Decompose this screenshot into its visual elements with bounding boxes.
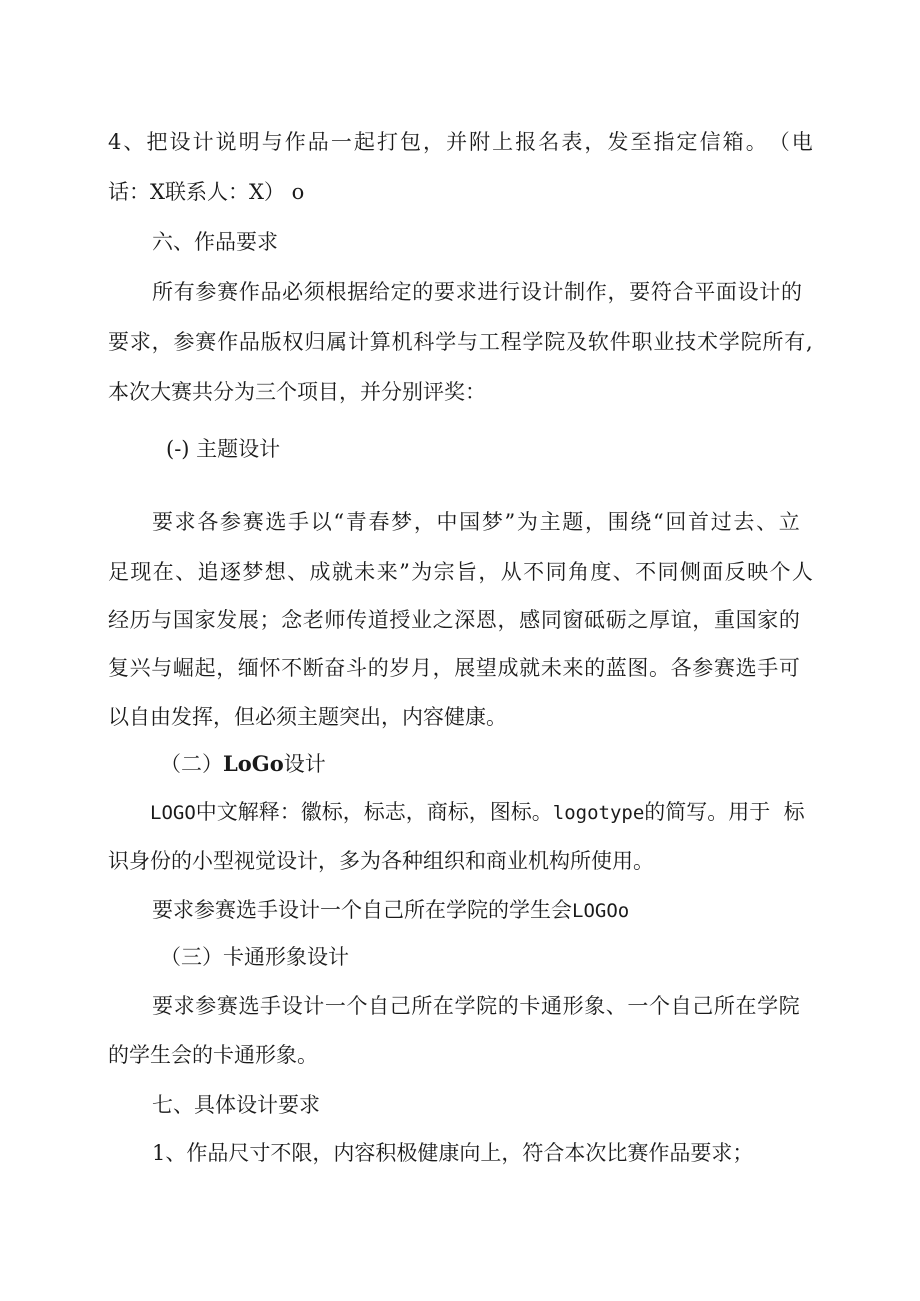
glyph: 包: [399, 130, 421, 154]
glyph: 工: [478, 330, 500, 354]
paragraph-line: [152, 280, 802, 304]
glyph: 学: [718, 330, 740, 354]
glyph: 来: [376, 560, 398, 584]
glyph: 成: [309, 560, 331, 584]
glyph: 求: [174, 510, 196, 534]
glyph: 春: [368, 510, 390, 534]
glyph: 成: [497, 656, 519, 680]
glyph: 缅: [237, 656, 259, 680]
glyph: 选: [238, 994, 260, 1018]
glyph: 学: [435, 330, 457, 354]
glyph: 计: [759, 280, 781, 304]
glyph: 计: [347, 330, 369, 354]
glyph: 可: [778, 656, 800, 680]
paragraph-line: 1、作品尺寸不限，内容积极健康向上，符合本次比赛作品要求；: [152, 1141, 754, 1165]
glyph: 、: [612, 560, 634, 584]
glyph: 想: [264, 560, 286, 584]
glyph: 至: [630, 130, 652, 154]
glyph: 回: [665, 510, 687, 534]
glyph: 行: [499, 280, 520, 304]
glyph: 授: [389, 608, 411, 632]
glyph: 国: [459, 510, 481, 534]
glyph: 之: [627, 608, 649, 632]
glyph: 进: [477, 280, 499, 304]
glyph: 逐: [219, 560, 241, 584]
glyph: 蓝: [605, 656, 627, 680]
glyph: 求: [173, 994, 195, 1018]
glyph: 的: [412, 280, 434, 304]
subsection-heading: [160, 752, 920, 776]
glyph: 的: [780, 280, 802, 304]
glyph: ，: [692, 608, 714, 632]
section-heading: 六、作品要求: [152, 230, 278, 254]
glyph: 作: [284, 130, 306, 154]
glyph: 所: [713, 994, 735, 1018]
glyph: 现: [130, 560, 152, 584]
glyph: 赛: [217, 280, 239, 304]
glyph: 去: [733, 510, 755, 534]
glyph: 同: [540, 608, 562, 632]
glyph: 必: [282, 280, 304, 304]
glyph: 定: [390, 280, 412, 304]
glyph: 选: [265, 510, 287, 534]
glyph: 参: [173, 330, 195, 354]
glyph: 度: [590, 560, 612, 584]
subsection-heading: (-) 主题设计: [166, 437, 281, 461]
heading-suffix: 设计: [283, 752, 326, 776]
glyph: 定: [676, 130, 698, 154]
glyph: 的: [778, 608, 800, 632]
glyph: 恩: [475, 608, 497, 632]
glyph: 斗: [346, 656, 368, 680]
glyph: 之: [432, 608, 454, 632]
glyph: 选: [735, 656, 757, 680]
glyph: 老: [302, 608, 324, 632]
heading-logo-word: LoGo: [223, 751, 284, 776]
glyph: 厚: [649, 608, 671, 632]
glyph: 所: [152, 280, 173, 304]
glyph: 作: [238, 280, 260, 304]
glyph: 角: [567, 560, 589, 584]
glyph: 人: [791, 560, 813, 584]
glyph: 合: [672, 280, 694, 304]
glyph: 映: [747, 560, 769, 584]
glyph: 学: [454, 994, 476, 1018]
glyph: 个: [649, 994, 671, 1018]
glyph: 主: [539, 510, 561, 534]
glyph: 作: [217, 330, 239, 354]
glyph: 起: [353, 130, 375, 154]
glyph: 各: [197, 510, 219, 534]
glyph: 国: [172, 608, 194, 632]
glyph: 归: [304, 330, 326, 354]
glyph: 不: [523, 560, 545, 584]
glyph: 家: [757, 608, 779, 632]
paragraph-line: 的学生会的卡通形象。: [108, 1043, 318, 1067]
glyph: 版: [260, 330, 282, 354]
glyph: 求: [455, 280, 477, 304]
glyph: 为: [516, 510, 538, 534]
glyph: 平: [694, 280, 716, 304]
paragraph-line: [152, 510, 800, 534]
glyph: 作: [585, 280, 607, 304]
paragraph-line: [108, 330, 813, 354]
glyph: 符: [650, 280, 672, 304]
glyph: 手: [757, 656, 779, 680]
glyph: 计: [542, 280, 564, 304]
glyph: 软: [587, 330, 609, 354]
glyph: 发: [607, 130, 629, 154]
glyph: ”: [399, 560, 410, 584]
paragraph-line: [108, 608, 800, 632]
latin-word: LOGOo: [572, 900, 630, 922]
glyph: 宗: [433, 560, 455, 584]
glyph: 品: [238, 330, 260, 354]
paragraph-line: [108, 560, 813, 584]
glyph: 未: [540, 656, 562, 680]
glyph: ；: [259, 608, 281, 632]
glyph: 在: [152, 560, 174, 584]
glyph: 足: [108, 560, 129, 584]
glyph: 指: [653, 130, 675, 154]
glyph: ，: [432, 656, 454, 680]
glyph: 说: [215, 130, 237, 154]
glyph: 怀: [259, 656, 281, 680]
glyph: 发: [216, 608, 238, 632]
latin-word: LOGO: [150, 802, 196, 824]
glyph: 己: [389, 994, 411, 1018]
glyph: ，: [584, 130, 606, 154]
glyph: 要: [152, 510, 173, 534]
glyph: 个: [769, 560, 791, 584]
glyph: 参: [195, 994, 217, 1018]
glyph: 反: [724, 560, 746, 584]
glyph: 明: [238, 130, 260, 154]
glyph: 、: [756, 510, 778, 534]
paragraph-line: [152, 994, 800, 1018]
glyph: 展: [237, 608, 259, 632]
glyph: ，: [607, 280, 629, 304]
glyph: 旨: [456, 560, 477, 584]
glyph: 、: [287, 560, 309, 584]
glyph: 形: [562, 994, 584, 1018]
glyph: 谊: [670, 608, 692, 632]
glyph: 从: [500, 560, 522, 584]
glyph: 不: [281, 656, 303, 680]
glyph: 同: [545, 560, 567, 584]
glyph: 、: [175, 560, 197, 584]
glyph: 感: [519, 608, 541, 632]
glyph: 立: [778, 510, 800, 534]
glyph: 绕: [630, 510, 652, 534]
glyph: 及: [566, 330, 588, 354]
subsection-heading: （三）卡通形象设计: [160, 945, 349, 969]
glyph: 学: [522, 330, 544, 354]
glyph: 砥: [584, 608, 606, 632]
latin-word: logotype: [552, 802, 645, 824]
glyph: 卡: [519, 994, 541, 1018]
glyph: 算: [369, 330, 391, 354]
glyph: 并: [446, 130, 468, 154]
glyph: 青: [345, 510, 367, 534]
glyph: 参: [220, 510, 242, 534]
glyph: 设: [169, 130, 191, 154]
glyph: 手: [288, 510, 310, 534]
glyph: 复: [108, 656, 129, 680]
glyph: 以: [310, 510, 332, 534]
glyph: 月: [410, 656, 432, 680]
glyph: 自: [670, 994, 692, 1018]
glyph: 术: [696, 330, 718, 354]
paragraph-line: 以自由发挥，但必须主题突出，内容健康。: [108, 705, 507, 729]
glyph: 题: [562, 510, 584, 534]
glyph: 追: [197, 560, 219, 584]
glyph: 表: [561, 130, 583, 154]
glyph: 与: [151, 656, 173, 680]
glyph: 展: [454, 656, 476, 680]
glyph: 来: [562, 656, 584, 680]
glyph: 计: [192, 130, 214, 154]
glyph: ，: [413, 510, 435, 534]
glyph: 院: [778, 994, 800, 1018]
text-segment: 要求参赛选手设计一个自己所在学院的学生会: [152, 898, 572, 922]
glyph: 传: [346, 608, 368, 632]
glyph: 赛: [216, 994, 238, 1018]
paragraph-line: 识身份的小型视觉设计，多为各种组织和商业机构所使用。: [108, 849, 654, 873]
glyph: 梦: [242, 560, 264, 584]
glyph: 权: [282, 330, 304, 354]
glyph: 设: [520, 280, 542, 304]
glyph: 设: [281, 994, 303, 1018]
glyph: 经: [108, 608, 129, 632]
glyph: 在: [432, 994, 454, 1018]
glyph: 未: [354, 560, 376, 584]
glyph: 所: [762, 330, 784, 354]
glyph: 据: [347, 280, 369, 304]
glyph: 箱: [722, 130, 744, 154]
glyph: 要: [108, 330, 129, 354]
glyph: ，: [151, 330, 173, 354]
glyph: 自: [368, 994, 390, 1018]
glyph: 个: [346, 994, 368, 1018]
glyph: 院: [476, 994, 498, 1018]
text-segment: 的简写。用于 标: [644, 800, 805, 824]
glyph: 与: [457, 330, 478, 354]
glyph: “: [333, 510, 345, 534]
paragraph-line: 话：X联系人：X） o: [108, 180, 305, 204]
glyph: 程: [500, 330, 522, 354]
paragraph-line: [150, 800, 920, 825]
glyph: ,: [806, 330, 813, 354]
glyph: 、: [123, 130, 145, 154]
glyph: 中: [436, 510, 458, 534]
glyph: 参: [692, 656, 714, 680]
glyph: 要: [433, 280, 455, 304]
section-heading: 七、具体设计要求: [152, 1093, 320, 1117]
glyph: 须: [303, 280, 325, 304]
glyph: 重: [713, 608, 735, 632]
glyph: 梦: [391, 510, 413, 534]
glyph: 求: [129, 330, 151, 354]
glyph: 把: [146, 130, 168, 154]
glyph: 望: [475, 656, 497, 680]
glyph: 就: [519, 656, 541, 680]
glyph: ，: [584, 510, 606, 534]
glyph: 所: [411, 994, 433, 1018]
glyph: 家: [194, 608, 216, 632]
paragraph-line: 本次大赛共分为三个项目，并分别评奖：: [108, 380, 486, 404]
glyph: 品: [307, 130, 329, 154]
text-segment: 中文解释：徽标，标志，商标，图标。: [195, 800, 553, 824]
glyph: 计: [303, 994, 325, 1018]
glyph: 梦: [481, 510, 503, 534]
glyph: 职: [631, 330, 653, 354]
glyph: （: [768, 130, 790, 154]
glyph: 有: [173, 280, 195, 304]
glyph: 业: [410, 608, 432, 632]
glyph: 国: [735, 608, 757, 632]
glyph: 己: [692, 994, 714, 1018]
glyph: ，: [478, 560, 500, 584]
glyph: 道: [367, 608, 389, 632]
glyph: 报: [515, 130, 537, 154]
glyph: 属: [326, 330, 348, 354]
glyph: 窗: [562, 608, 584, 632]
glyph: ，: [497, 608, 519, 632]
glyph: 面: [715, 280, 737, 304]
glyph: 岁: [389, 656, 411, 680]
glyph: 设: [737, 280, 759, 304]
glyph: 与: [261, 130, 283, 154]
glyph: 要: [152, 994, 173, 1018]
glyph: 手: [260, 994, 282, 1018]
glyph: 赛: [713, 656, 735, 680]
glyph: 通: [540, 994, 562, 1018]
glyph: 件: [609, 330, 631, 354]
glyph: 上: [492, 130, 514, 154]
glyph: 面: [702, 560, 724, 584]
glyph: 首: [688, 510, 710, 534]
glyph: 图: [627, 656, 649, 680]
glyph: 学: [757, 994, 779, 1018]
glyph: 给: [368, 280, 390, 304]
glyph: 的: [367, 656, 389, 680]
glyph: 电: [791, 130, 813, 154]
glyph: 赛: [242, 510, 264, 534]
paragraph-line: [152, 898, 920, 923]
glyph: 砺: [605, 608, 627, 632]
glyph: 的: [584, 656, 606, 680]
glyph: 业: [653, 330, 675, 354]
heading-number: （二）: [160, 752, 223, 776]
glyph: 技: [675, 330, 697, 354]
glyph: 4: [108, 130, 122, 154]
glyph: ，: [423, 130, 445, 154]
glyph: 象: [584, 994, 606, 1018]
paragraph-line: [108, 130, 813, 154]
glyph: 在: [735, 994, 757, 1018]
glyph: ”: [504, 510, 516, 534]
glyph: 与: [151, 608, 173, 632]
glyph: ，: [216, 656, 238, 680]
glyph: 历: [129, 608, 151, 632]
glyph: 一: [324, 994, 346, 1018]
glyph: 机: [391, 330, 413, 354]
glyph: 打: [376, 130, 398, 154]
glyph: 附: [469, 130, 491, 154]
glyph: 一: [627, 994, 649, 1018]
glyph: 崛: [172, 656, 194, 680]
paragraph-line: [108, 656, 800, 680]
glyph: 赛: [195, 330, 217, 354]
glyph: 科: [413, 330, 435, 354]
glyph: 、: [605, 994, 627, 1018]
glyph: 断: [302, 656, 324, 680]
glyph: 深: [454, 608, 476, 632]
glyph: 为: [411, 560, 433, 584]
glyph: 。: [745, 130, 767, 154]
glyph: 过: [710, 510, 732, 534]
glyph: 院: [740, 330, 762, 354]
glyph: 品: [260, 280, 282, 304]
glyph: 师: [324, 608, 346, 632]
glyph: 一: [330, 130, 352, 154]
glyph: 有: [784, 330, 806, 354]
glyph: 就: [331, 560, 353, 584]
glyph: 。: [649, 656, 671, 680]
glyph: 院: [544, 330, 566, 354]
glyph: 兴: [129, 656, 151, 680]
glyph: “: [652, 510, 664, 534]
glyph: 名: [538, 130, 560, 154]
glyph: 围: [607, 510, 629, 534]
glyph: 不: [635, 560, 657, 584]
glyph: 起: [194, 656, 216, 680]
glyph: 参: [195, 280, 217, 304]
glyph: 念: [281, 608, 303, 632]
glyph: 侧: [679, 560, 701, 584]
glyph: 要: [629, 280, 651, 304]
glyph: 奋: [324, 656, 346, 680]
glyph: 根: [325, 280, 347, 304]
glyph: 信: [699, 130, 721, 154]
glyph: 各: [670, 656, 692, 680]
glyph: 同: [657, 560, 679, 584]
glyph: 的: [497, 994, 519, 1018]
glyph: 制: [564, 280, 586, 304]
